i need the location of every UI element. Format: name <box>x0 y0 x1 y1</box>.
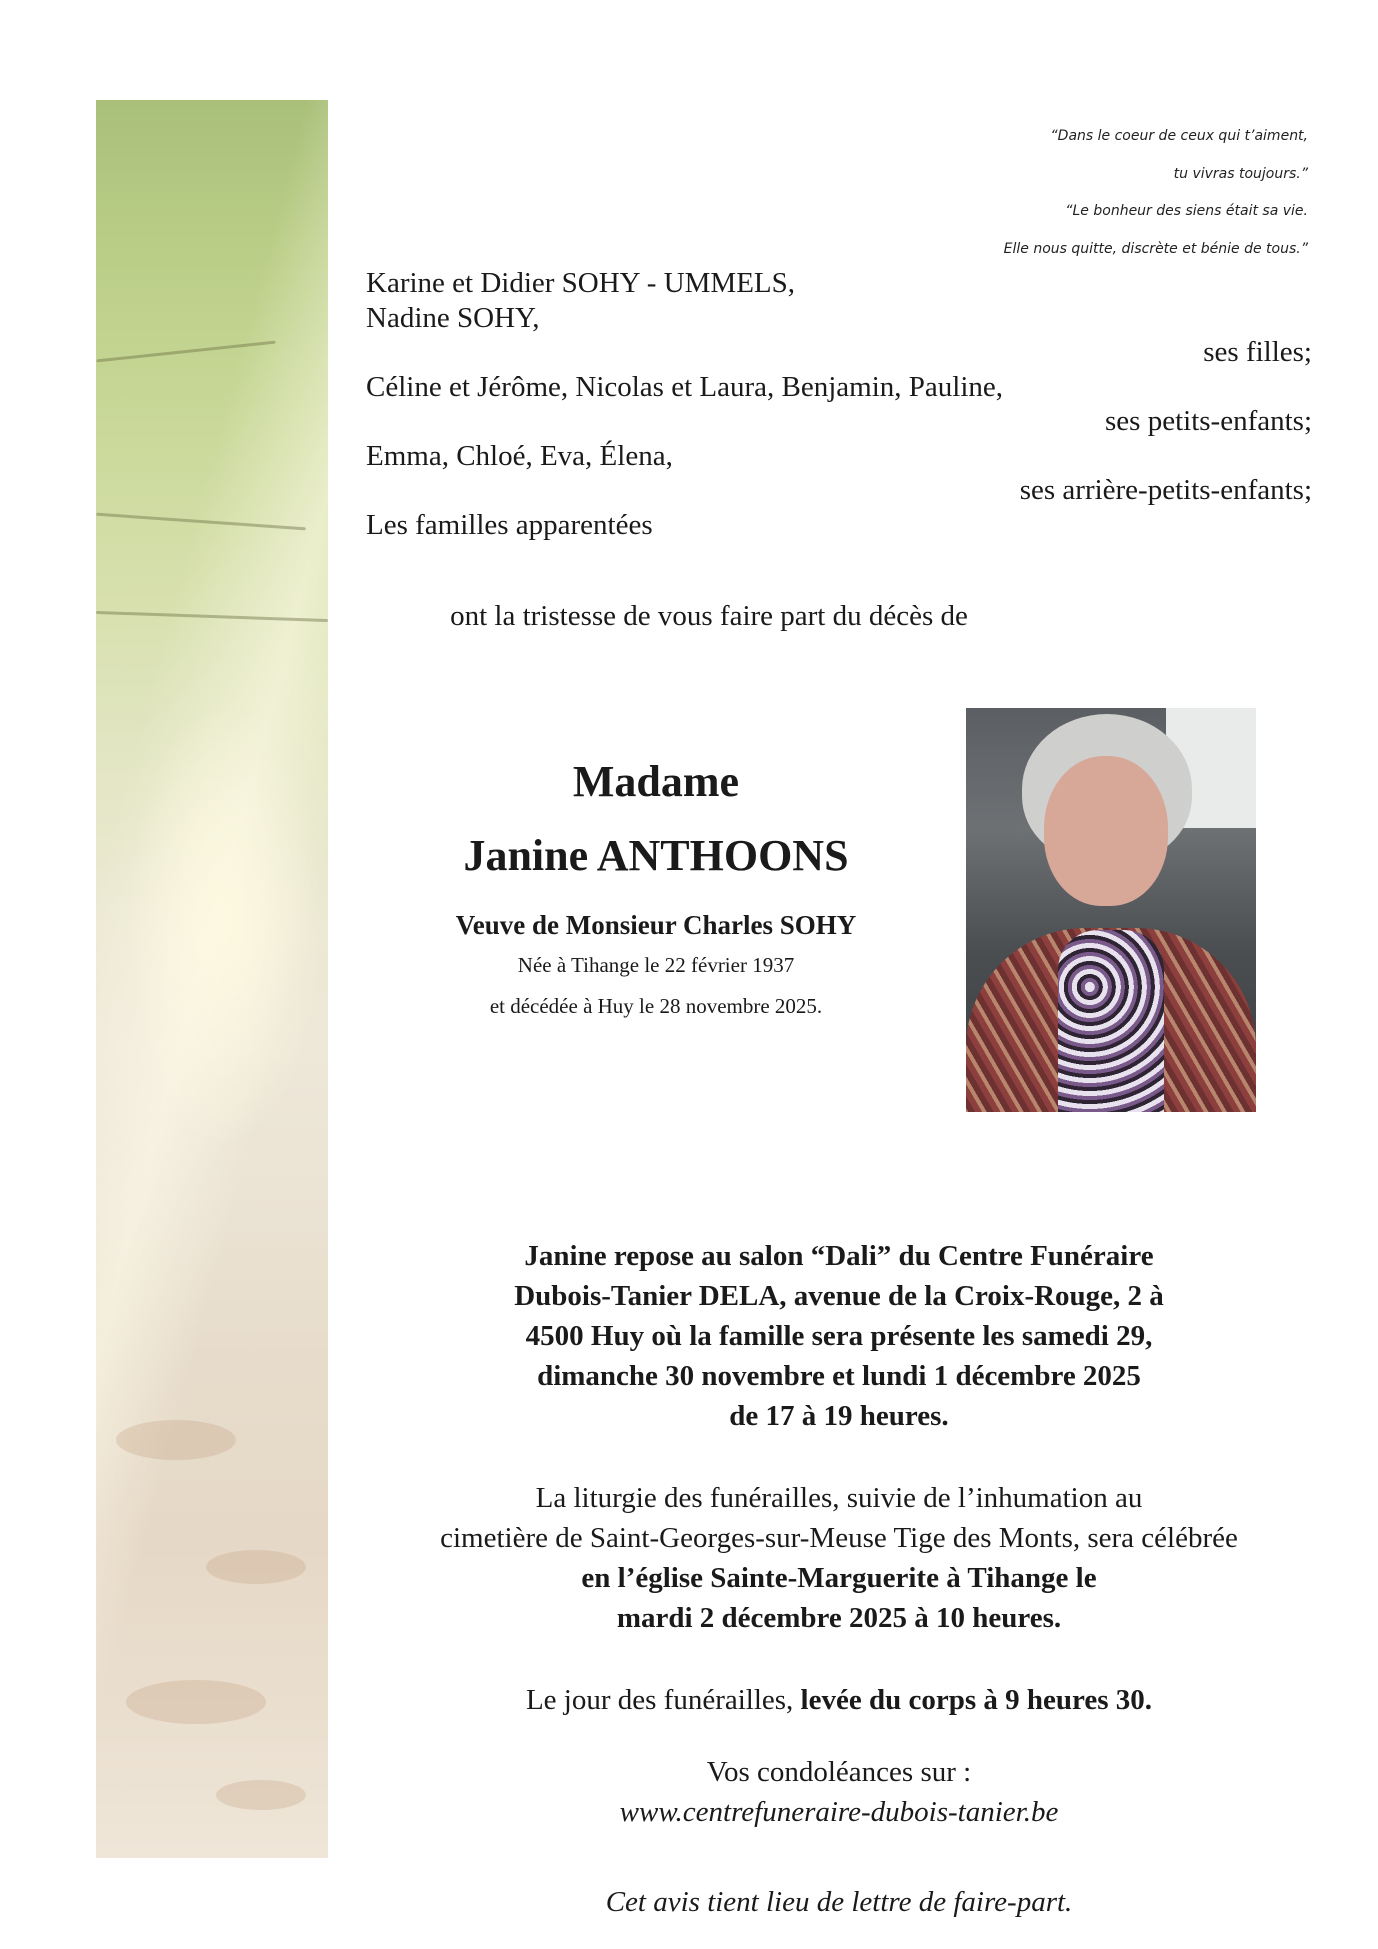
forest-path-decorative-strip <box>96 100 328 1858</box>
intro-text: ont la tristesse de vous faire part du décès de <box>450 600 968 632</box>
great-grandchildren-label: ses arrière-petits-enfants; <box>1019 474 1312 506</box>
quote-line: “Le bonheur des siens était sa vie. <box>1065 203 1308 219</box>
condolences-link[interactable]: www.centrefuneraire-dubois-tanier.be <box>619 1796 1059 1828</box>
announcement-intro <box>366 600 1312 633</box>
procession-info <box>366 1680 1312 1720</box>
birth-info: Née à Tihange le 22 février 1937 <box>517 953 795 977</box>
visitation-line: dimanche 30 novembre et lundi 1 décembre 2025 <box>537 1360 1141 1392</box>
funeral-details <box>366 1236 1312 1922</box>
funeral-line: en l’église Sainte-Marguerite à Tihange le <box>581 1562 1097 1594</box>
visitation-line: de 17 à 19 heures. <box>729 1400 949 1432</box>
grandchildren-label: ses petits-enfants; <box>1105 405 1312 437</box>
widow-of: Veuve de Monsieur Charles SOHY <box>455 910 857 940</box>
relatives-line: Les familles apparentées <box>366 508 653 541</box>
funeral-line: mardi 2 décembre 2025 à 10 heures. <box>616 1602 1062 1634</box>
death-info: et décédée à Huy le 28 novembre 2025. <box>489 994 823 1018</box>
visitation-info <box>366 1236 1312 1436</box>
daughters-line-2: Nadine SOHY, <box>366 301 540 334</box>
quote-line: Elle nous quitte, discrète et bénie de tous.” <box>1003 240 1308 257</box>
family-list <box>366 266 1312 542</box>
deceased-title: Madame <box>572 757 740 806</box>
visitation-line: Dubois-Tanier DELA, avenue de la Croix-Rouge, 2 à <box>514 1280 1164 1312</box>
epitaph-quote <box>748 118 1308 268</box>
daughters-label: ses filles; <box>1203 336 1312 368</box>
deceased-info <box>366 748 946 1019</box>
quote-line: “Dans le coeur de ceux qui t’aiment, <box>1050 128 1308 144</box>
grandchildren-names: Céline et Jérôme, Nicolas et Laura, Benjamin, Pauline, <box>366 370 1003 403</box>
footer-note: Cet avis tient lieu de lettre de faire-part. <box>605 1886 1073 1918</box>
procession-time: levée du corps à 9 heures 30. <box>800 1684 1153 1716</box>
deceased-name: Janine ANTHOONS <box>463 831 849 880</box>
condolences-label: Vos condoléances sur : <box>706 1756 972 1788</box>
quote-line: tu vivras toujours.” <box>1173 165 1308 182</box>
visitation-line: 4500 Huy où la famille sera présente les samedi 29, <box>525 1320 1153 1352</box>
procession-prefix: Le jour des funérailles, <box>525 1684 801 1716</box>
funeral-info <box>366 1478 1312 1638</box>
deceased-portrait-photo <box>966 708 1256 1112</box>
visitation-line: Janine repose au salon “Dali” du Centre Funéraire <box>524 1240 1154 1272</box>
daughters-line-1: Karine et Didier SOHY - UMMELS, <box>366 267 796 299</box>
funeral-line: cimetière de Saint-Georges-sur-Meuse Tige des Monts, sera célébrée <box>440 1522 1238 1554</box>
great-grandchildren-names: Emma, Chloé, Eva, Élena, <box>366 439 673 472</box>
funeral-line: La liturgie des funérailles, suivie de l’inhumation au <box>535 1482 1143 1514</box>
